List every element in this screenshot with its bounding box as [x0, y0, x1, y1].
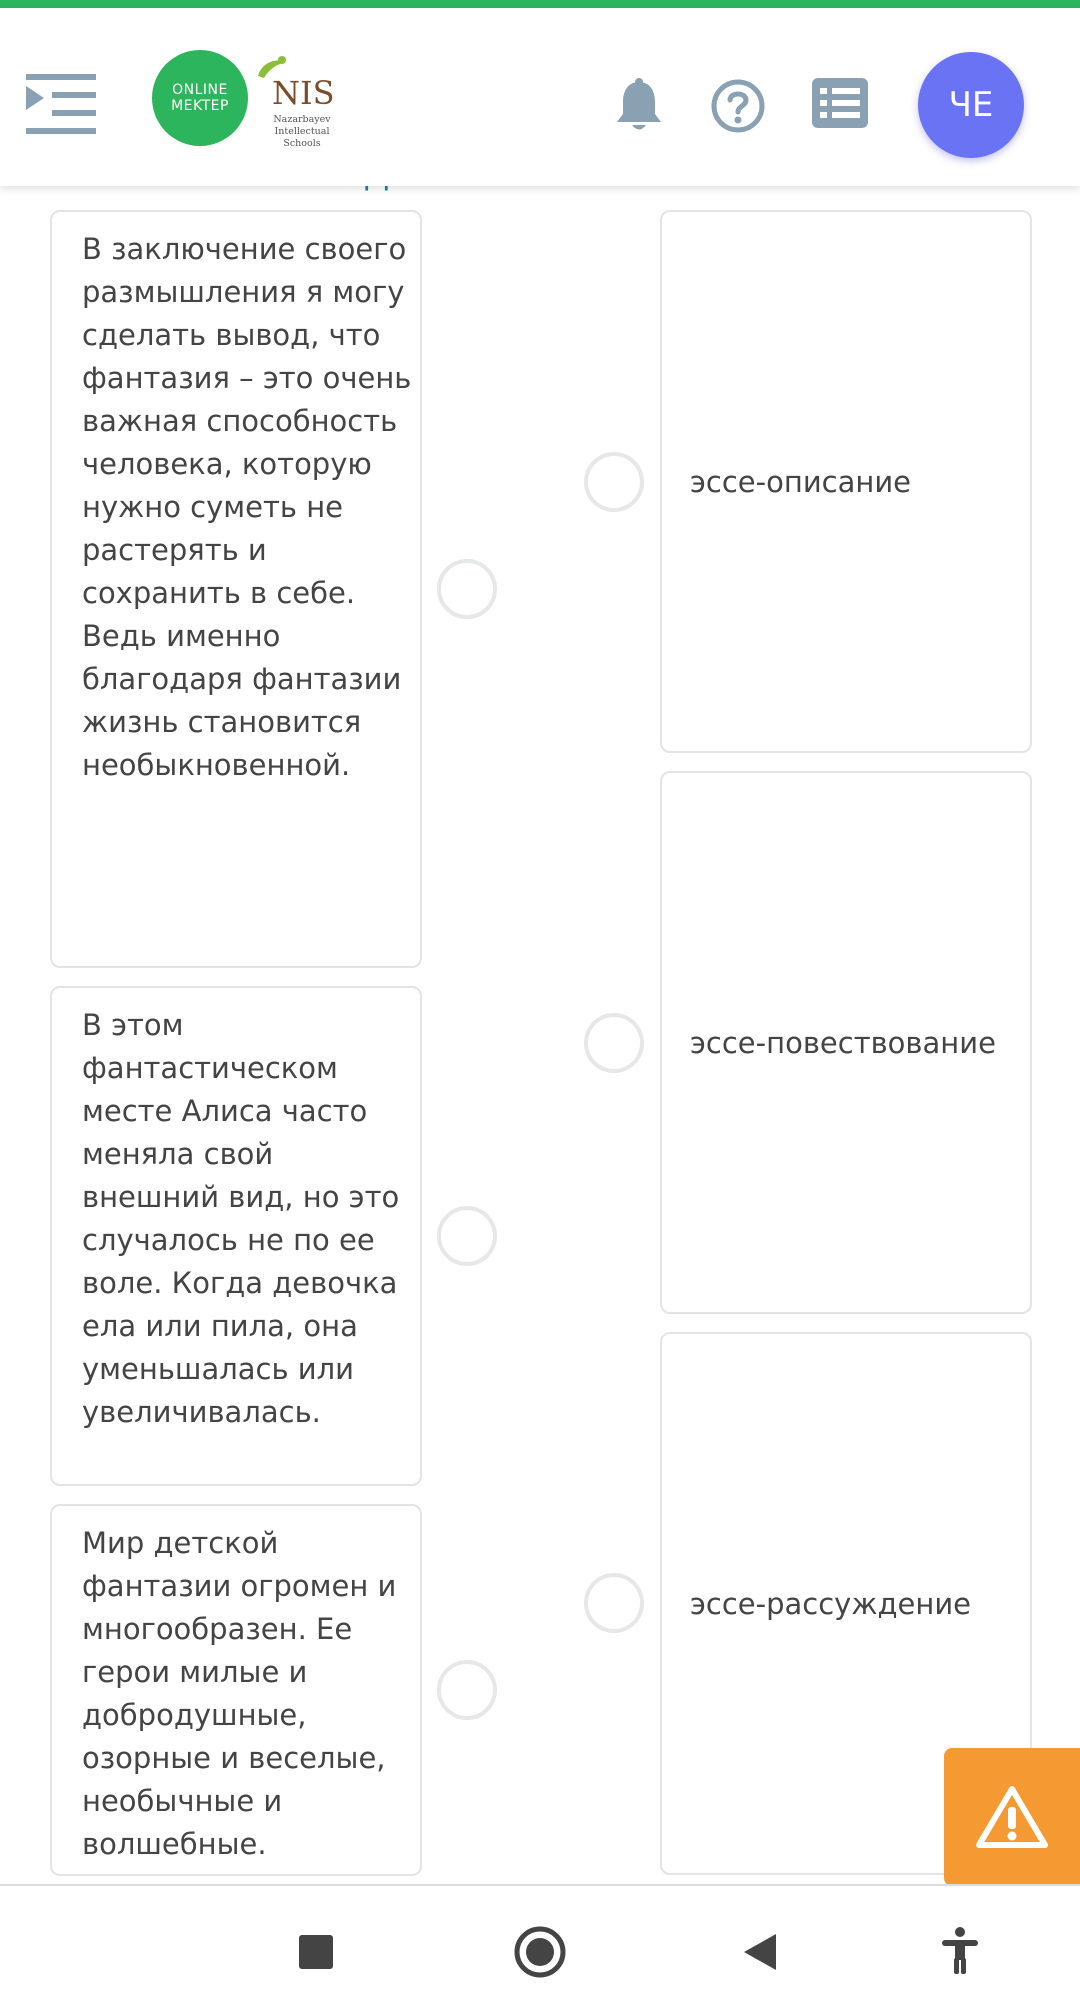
report-problem-button[interactable]	[944, 1748, 1080, 1886]
online-mektep-logo[interactable]	[152, 50, 248, 146]
list-icon[interactable]	[812, 78, 868, 128]
left-connector-radio[interactable]	[437, 559, 497, 619]
left-item-card	[50, 986, 422, 1486]
left-connector-radio[interactable]	[437, 1660, 497, 1720]
right-answer-label: эссе-повествование	[690, 1026, 996, 1060]
left-item-text: В заключение своего размышления я могу сделать вывод, что фантазия – это очень важная способность человека, которую нужно суметь не растерять и сохранить в себе. Ведь именно благодаря фантазии жизнь становится необыкновенной.	[82, 232, 412, 782]
recent-apps-icon[interactable]	[298, 1934, 334, 1974]
nis-subtitle-line: Schools	[283, 138, 321, 149]
home-icon[interactable]	[514, 1926, 566, 1982]
right-answer-card[interactable]	[660, 771, 1032, 1314]
left-connector-radio[interactable]	[437, 1206, 497, 1266]
nis-subtitle	[252, 114, 352, 150]
left-item-card	[50, 1504, 422, 1876]
right-connector-radio[interactable]	[584, 452, 644, 512]
logo-mektep-text: MEKTEP	[171, 98, 229, 114]
right-answer-label: эссе-рассуждение	[690, 1587, 972, 1621]
left-item-card	[50, 210, 422, 968]
left-item-text: Мир детской фантазии огромен и многообразен. Ее герои милые и добродушные, озорные и веселые, необычные и волшебные.	[82, 1526, 397, 1861]
bell-icon[interactable]	[614, 78, 664, 134]
top-accent-bar	[0, 0, 1080, 8]
accessibility-icon[interactable]	[940, 1926, 980, 1980]
nis-subtitle-line: Intellectual	[274, 126, 330, 137]
warning-icon	[976, 1785, 1048, 1849]
nis-title: NIS	[272, 74, 335, 112]
app-header	[0, 8, 1080, 186]
system-navigation-bar	[0, 1884, 1080, 2014]
right-connector-radio[interactable]	[584, 1573, 644, 1633]
help-icon[interactable]	[710, 78, 766, 134]
right-answer-label: эссе-описание	[690, 465, 912, 499]
logo-online-text: ONLINE	[172, 82, 228, 98]
right-answer-card[interactable]	[660, 210, 1032, 753]
nis-subtitle-line: Nazarbayev	[273, 114, 331, 125]
avatar[interactable]: ЧЕ	[918, 52, 1024, 158]
back-icon[interactable]	[742, 1932, 778, 1976]
right-connector-radio[interactable]	[584, 1013, 644, 1073]
menu-icon[interactable]	[26, 68, 96, 138]
left-item-text: В этом фантастическом месте Алиса часто меняла свой внешний вид, но это случалось не по ее воле. Когда девочка ела или пила, она уменьшалась или увеличивалась.	[82, 1008, 400, 1429]
nis-logo	[252, 54, 342, 154]
